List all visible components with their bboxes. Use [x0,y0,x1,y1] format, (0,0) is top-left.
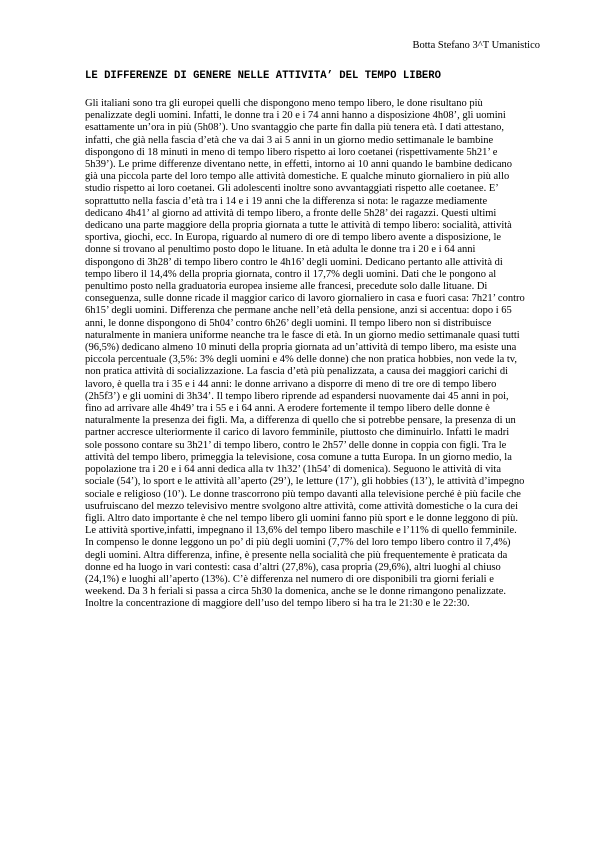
document-title: LE DIFFERENZE DI GENERE NELLE ATTIVITA’ DEL TEMPO LIBERO [85,70,442,82]
author-line: Botta Stefano 3^T Umanistico [412,40,540,51]
body-paragraph: Gli italiani sono tra gli europei quelli che dispongono meno tempo libero, le done risultano più penalizzate degli uomini. Infatti, le donne tra i 20 e i 74 anni hanno a disposizione 4h08’, gli uomini esattamente un’ora in più (5h08’). Uno svantaggio che parte fin dalla più tenera età. I dati attestano, infatti, che già nella fascia d’età che va dai 3 ai 5 anni in un giorno medio settimanale le bambine dispongono di 18 minuti in meno di tempo libero rispetto ai loro coetanei (rispettivamente 5h21’ e 5h39’). Le prime differenze diventano nette, in effetti, intorno ai 10 anni quando le bambine dedicano già una piccola parte del loro tempo alle attività domestiche. E qualche minuto giornaliero in più allo studio rispetto ai loro coetanei. Gli adolescenti inoltre sono avvantaggiati rispetto alle coetanee. E’ soprattutto nella fascia d’età tra i 14 e i 19 anni che la differenza si nota: le ragazze mediamente dedicano 4h41’ al giorno ad attività di tempo libero, a fronte delle 5h28’ dei ragazzi. Questi ultimi dedicano una parte maggiore della propria giornata a tutte le attività di tempo libero: socialità, attività sportiva, giochi, ecc. In Europa, riguardo al numero di ore di tempo libero avente a disposizione, le donne si trovano al penultimo posto dopo le lituane. In età adulta le donne tra i 20 e i 64 anni dispongono di 3h28’ di tempo libero contro le 4h16’ degli uomini. Dedicano pertanto alle attività di tempo libero il 14,4% della propria giornata, contro il 17,7% degli uomini. Dati che le pongono al penultimo posto nella graduatoria europea insieme alle francesi, precedute solo dalle lituane. Di conseguenza, sulle donne ricade il maggior carico di lavoro giornaliero in casa e fuori casa: 7h21’ contro 6h15’ degli uomini. Differenza che permane anche nell’età della pensione, anzi si accentua: dopo i 65 anni, le donne dispongono di 5h04’ contro 6h26’ degli uomini. Il tempo libero non si distribuisce naturalmente in maniera uniforme neanche tra le fasce di età. In un giorno medio settimanale quasi tutti (96,5%) dedicano almeno 10 minuti della propria giornata ad un’attività di tempo libero, ma esiste una piccola percentuale (3,5%: 3% degli uomini e 4% delle donne) che non pratica hobbies, non vede la tv, non pratica attività di socializzazione. La fascia d’età più penalizzata, a causa dei maggiori carichi di lavoro, è quella tra i 35 e i 44 anni: le donne arrivano a disporre di meno di tre ore di tempo libero (2h5f3’) e gli uomini di 3h34’. Il tempo libero riprende ad espandersi nuovamente dai 45 anni in poi, fino ad arrivare alle 4h49’ tra i 55 e i 64 anni. A erodere fortemente il tempo libero delle donne è naturalmente la presenza dei figli. Ma, a differenza di quello che si potrebbe pensare, la presenza di un partner accresce ulteriormente il carico di lavoro femminile, piuttosto che diminuirlo. Infatti le madri sole possono contare su 3h21’ di tempo libero, contro le 2h57’ delle donne in coppia con figli. Tra le attività del tempo libero, primeggia la televisione, cosa comune a tutta Europa. In un giorno medio, la popolazione tra i 20 e i 64 anni dedica alla tv 1h32’ (1h54’ di domenica). Seguono le attività di vita sociale (54’), lo sport e le attività all’aperto (29’), le letture (17’), gli hobbies (13’), le attività d’impegno sociale e religioso (10’). Le donne trascorrono più tempo davanti alla televisione perché è più facile che usufruiscano del mezzo televisivo mentre svolgono altre attività, come attività domestiche o la cura dei figli. Altro dato importante è che nel tempo libero gli uomini fanno più sport e le donne leggono di più. Le attività sportive,infatti, impegnano il 13,6% del tempo libero maschile e l’11% di quello femminile. In compenso le donne leggono un po’ di più degli uomini (7,7% del loro tempo libero contro il 7,4%) degli uomini. Altra differenza, infine, è presente nella socialità che più frequentemente è praticata da donne ed ha luogo in vari contesti: casa d’altri (27,8%), casa propria (29,6%), altri luoghi al chiuso (24,1%) e luoghi all’aperto (13%). C’è differenza nel numero di ore disponibili tra giorni feriali e weekend. Da 3 h feriali si passa a circa 5h30 la domenica, anche se le donne rimangono penalizzate. Inoltre la concentrazione di maggiore dell’uso del tempo libero si ha tra le 21:30 e le 22:30. [85,98,525,610]
